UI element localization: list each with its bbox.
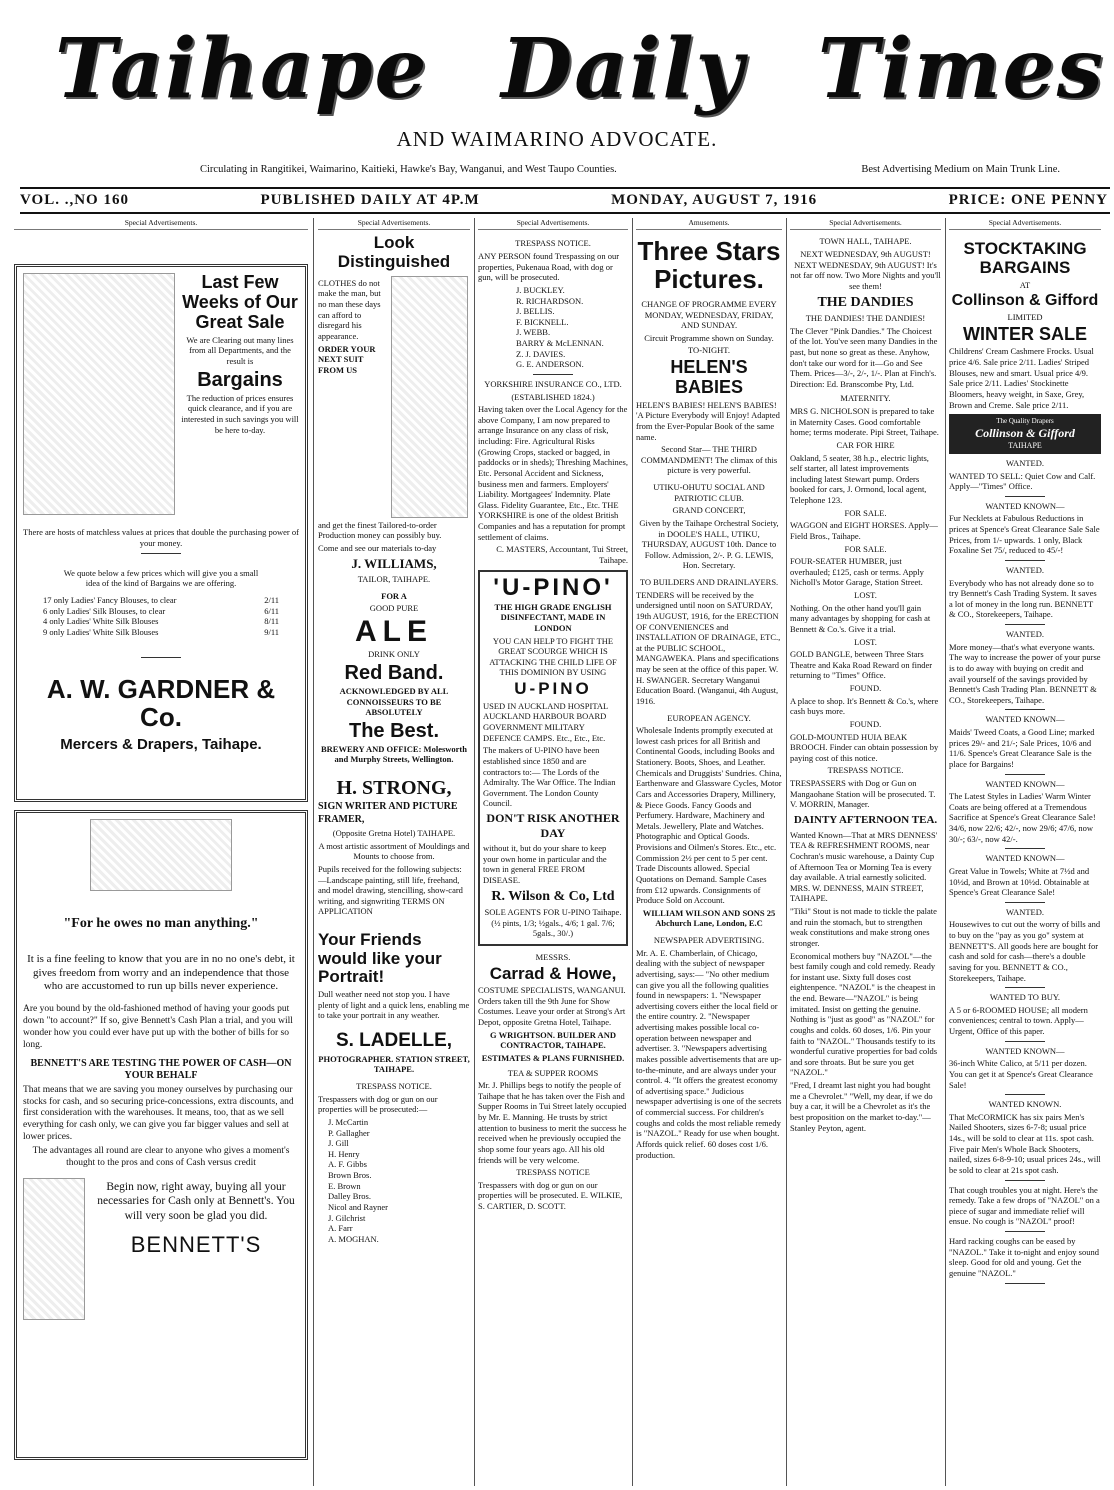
trespass-text: ANY PERSON found Trespassing on our properties, Pukenaua Road, with dog or gun, will be prosecuted.	[478, 251, 620, 283]
insurance-heading: YORKSHIRE INSURANCE CO., LTD.	[484, 378, 622, 389]
subtitle: AND WAIMARINO ADVOCATE.	[396, 127, 718, 151]
upino-used-in: USED IN AUCKLAND HOSPITAL AUCKLAND HARBOUR BOARD GOVERNMENT MILITARY DEFENCE CAMPS. Etc., Etc., Etc.	[483, 700, 608, 743]
separator	[1005, 848, 1045, 849]
afternoon-tea-heading: DAINTY AFTERNOON TEA.	[793, 813, 938, 826]
ale-for: FOR A	[381, 590, 407, 601]
circulation-line	[200, 164, 1060, 175]
price-row	[43, 627, 279, 638]
concert-text: Given by the Taihape Orchestral Society, in DOOLE'S HALL, UTIKU, THURSDAY, AUGUST 10th. Dance to Follow. Admission, 2/-. P. G. LEWIS, Hon. Secretary.	[639, 517, 779, 571]
williams-subtitle: TAILOR, TAIHAPE.	[357, 573, 431, 584]
trespass-name: Brown Bros.	[328, 1170, 372, 1181]
programme-text: CHANGE OF PROGRAMME EVERY MONDAY, WEDNESDAY, FRIDAY, AND SUNDAY.	[641, 298, 777, 331]
price: PRICE: ONE PENNY	[948, 192, 1108, 208]
trespass-name: J. BUCKLEY.	[516, 284, 565, 295]
gold-bangle-text: GOLD BANGLE, between Three Stars Theatre and Kaka Road Reward on finder returning to "Times" Office.	[790, 649, 933, 681]
bargains-heading: Bargains	[197, 368, 283, 391]
newspaper-advertising-text: Mr. A. E. Chamberlain, of Chicago, dealing with the subject of newspaper advertising, says:— "No other medium can give you all the following qualities found in newspapers: 1. "Newspaper advertising covers either the local field or the entire country. 2. "Newspaper advertising makes possible local co-operation between newspaper and advertiser. 3. "Newspapers advertising makes possible advertisements that are up-to-the-minute, and are always under your control. 4. "It offers the greatest economy of advertising space." Judicious newspaper advertising is one of the secrets of commercial success. For children's coughs and colds the most reliable remedy is "NAZOL." Ready for use when bought. Affords quick relief. 60 doses cost 1/6. production.	[636, 947, 782, 1160]
separator	[1005, 560, 1045, 561]
bennett-quote: "For he owes no man anything."	[63, 916, 259, 932]
winter-sale-heading: WINTER SALE	[963, 323, 1087, 344]
trespass-name: J. BELLIS.	[516, 306, 555, 317]
tenders-text: TENDERS will be received by the undersigned until noon on SATURDAY, 19th AUGUST, 1916, for the ERECTION OF CONVENIENCES and INSTALLATION OF DRAINAGE, ETC., at the PUBLIC SCHOOL, MANGAWEKA. Plans and specifications may be seen at the office of this paper. W. H. SWANGER. Secretary Wanganui Education Board. (Wanganui, 4th August, 1916.	[636, 589, 781, 706]
wanted-text: WANTED TO SELL: Quiet Cow and Calf. Apply—"Times" Office.	[949, 470, 1096, 492]
trespass-name: G. E. ANDERSON.	[516, 359, 584, 370]
trespass-name: H. Henry	[328, 1148, 360, 1159]
column-heading: Special Advertisements.	[790, 218, 941, 230]
found-heading: FOUND.	[849, 683, 882, 693]
separator	[1005, 902, 1045, 903]
maternity-heading: MATERNITY.	[840, 393, 891, 404]
wanted-text: Everybody who has not already done so to try Bennett's Cash Trading System. It saves a lot of money in the long run. BENNETT & CO., Storekeepers, Taihape.	[949, 577, 1097, 620]
upino-subheading: THE HIGH GRADE ENGLISH DISINFECTANT, MADE IN LONDON	[494, 601, 612, 633]
firm-subtitle: Mercers & Drapers, Taihape.	[60, 735, 262, 753]
dandies-intro: NEXT WEDNESDAY, 9th AUGUST! NEXT WEDNESDAY, 9th AUGUST! It's not far off now. Two More Nights and you'll see them!	[790, 249, 941, 291]
wanted-list	[949, 458, 1101, 1284]
price-value: 6/11	[264, 605, 279, 616]
found-heading-2: FOUND.	[849, 718, 882, 729]
separator	[1005, 987, 1045, 988]
wanted-heading: WANTED KNOWN—	[985, 853, 1065, 864]
dandies-heading: THE DANDIES	[817, 294, 914, 310]
pupils-text: Pupils received for the following subjects:—Landscape painting, still life, freehand, and model drawing, stencilling, show-card writing, and signwriting TERMS ON APPLICATION	[318, 863, 463, 917]
strong-subheading: SIGN WRITER AND PICTURE FRAMER,	[318, 801, 458, 825]
column-heading: Special Advertisements.	[318, 218, 470, 230]
wanted-text: That McCORMICK has six pairs Men's Nailed Shooters, sizes 6-7-8; usual price 14s., will be sold to clear at 11s. spot cash. Five pair Men's Whole Back Shooters, nailed, sizes 6-8-9-10; usual prices 24s., will be sold to clear at 21s spot cash.	[949, 1111, 1101, 1175]
afternoon-tea-text: Wanted Known—That at MRS DENNESS' TEA & REFRESHMENT ROOMS, near Cochran's music warehouse, a Dainty Cup of Afternoon Tea or Morning Tea is every day available. A trial earnestly solicited. MRS. W. DENNESS, MAIN STREET, TAIHAPE.	[790, 829, 938, 904]
circuit-text: Circuit Programme shown on Sunday.	[644, 332, 774, 343]
sale-text: We are Clearing out many lines from all Departments, and the result is	[186, 334, 294, 367]
prices-intro: We quote below a few prices which will give you a small idea of the kind of Bargains we are offering.	[63, 567, 259, 589]
upino-help-text: YOU CAN HELP TO FIGHT THE GREAT SCOURGE WHICH IS ATTACKING THE CHILD LIFE OF THIS DOMINION BY USING	[489, 635, 617, 678]
pointing-hand-illustration	[23, 1178, 85, 1320]
humber-text: FOUR-SEATER HUMBER, just overhauled; £125, cash or terms. Apply Nicholl's Motor Garage, Station Street.	[790, 556, 924, 588]
huia-brooch-text: GOLD-MOUNTED HUIA BEAK BROOCH. Finder can obtain possession by paying cost of this notice.	[790, 731, 939, 763]
price-row	[43, 606, 279, 617]
logo-name: Collinson & Gifford	[975, 425, 1075, 440]
column-divider	[945, 218, 946, 1486]
club-heading: UTIKU-OHUTU SOCIAL AND PATRIOTIC CLUB.	[653, 482, 765, 503]
trespass-name: Dalley Bros.	[328, 1191, 371, 1202]
price-row	[43, 616, 279, 627]
insurance-established: (ESTABLISHED 1824.)	[511, 391, 595, 402]
connoisseurs-text: ACKNOWLEDGED BY ALL CONNOISSEURS TO BE ABSOLUTELY	[339, 685, 449, 718]
wanted-text: A 5 or 6-ROOMED HOUSE; all modern conveniences; central to town. Apply—Urgent, Office of this paper.	[949, 1004, 1088, 1037]
column-wanted	[949, 218, 1101, 1486]
upino-advert	[478, 570, 628, 946]
wanted-heading: WANTED KNOWN—	[985, 778, 1065, 789]
portrait-heading: Your Friends would like your Portrait!	[318, 930, 442, 987]
column-heading: Amusements.	[636, 218, 782, 230]
limited-text: LIMITED	[1007, 311, 1043, 322]
separator	[1005, 496, 1045, 497]
red-band-heading: Red Band.	[344, 661, 444, 684]
wanted-heading: WANTED KNOWN—	[985, 1045, 1065, 1056]
at-text: AT	[1019, 279, 1031, 290]
separator	[1005, 1180, 1045, 1181]
collinson-logo	[949, 414, 1101, 454]
trespass-heading: TRESPASS NOTICE.	[356, 1081, 432, 1092]
logo-tagline: The Quality Drapers	[996, 417, 1054, 426]
wanted-text: 36-inch White Calico, at 5/11 per dozen. You can get it at Spence's Great Clearance Sale!	[949, 1058, 1093, 1090]
wanted-heading: WANTED KNOWN—	[985, 500, 1065, 511]
trespass-name: J. McCartin	[328, 1116, 369, 1127]
column-divider	[313, 218, 314, 1486]
wrightson-text: G WRIGHTSON. BUILDER AND CONTRACTOR, TAIHAPE.	[490, 1029, 616, 1051]
wanted-text: Fur Necklets at Fabulous Reductions in prices at Spence's Great Clearance Sale Sale Prices, from 1/- upwards. 1 only, Black Foxaline Set 75/, reduced to 45/-!	[949, 513, 1100, 556]
separator	[1005, 709, 1045, 710]
price-row	[43, 595, 279, 606]
wanted-heading: WANTED.	[1005, 564, 1044, 575]
trespass-name: A. Farr	[328, 1223, 353, 1234]
helens-babies-text: HELEN'S BABIES! HELEN'S BABIES! 'A Picture Everybody will Enjoy! Adapted from the Ever-Popular Book of the same name.	[636, 399, 780, 442]
trespass-name: J. Gill	[328, 1138, 349, 1149]
car-hire-heading: CAR FOR HIRE	[836, 439, 895, 450]
column-divider	[474, 218, 475, 1486]
masthead-word-taihape: Taihape	[55, 21, 429, 117]
price-value: 9/11	[264, 626, 279, 637]
trespass-notice-heading: TRESPASS NOTICE	[516, 1167, 590, 1178]
dandies-repeat: THE DANDIES! THE DANDIES!	[805, 313, 926, 323]
masthead	[55, 15, 1105, 123]
column-insurance-upino	[478, 218, 628, 1486]
wanted-heading: WANTED KNOWN—	[985, 714, 1065, 725]
values-text: There are hosts of matchless values at prices that double the purchasing power of your money.	[23, 527, 299, 548]
bennett-advantages: The advantages all round are clear to anyone who gives a moment's thought to the pros and cons of Cash versus credit	[32, 1146, 290, 1168]
wanted-text: Maids' Tweed Coats, a Good Line; marked prices 29/- and 21/-; Sale Prices, 10/6 and 11/6. Spence's Great Clearance Sale is the place for Bargains!	[949, 727, 1095, 769]
price-value: 8/11	[264, 616, 279, 627]
three-stars-heading: Three Stars Pictures.	[637, 236, 781, 294]
wanted-text: Hard racking coughs can be eased by "NAZOL." Take it to-night and enjoy sound sleep. Good for old and young. Get the genuine "NAZOL."	[949, 1236, 1099, 1278]
date-rule	[20, 212, 1110, 214]
maternity-text: MRS G. NICHOLSON is prepared to take in Maternity Cases. Good comfortable home; terms moderate. Pipi Street, Taihape.	[790, 406, 939, 438]
lost-heading-2: LOST.	[854, 636, 877, 647]
bennett-name: BENNETT'S	[130, 1231, 262, 1257]
tailored-text: and get the finest Tailored-to-order Production money can possibly buy.	[318, 519, 442, 541]
trespass-notice-text: Trespassers with dog or gun on our properties will be prosecuted. E. WILKIE, S. CARTIER, D. SCOTT.	[478, 1179, 623, 1212]
upino-share-text: without it, but do your share to keep your own home in particular and the town in general FREE FROM DISEASE.	[483, 843, 607, 885]
wanted-heading: WANTED TO BUY.	[989, 992, 1061, 1003]
nazol-text: Economical mothers buy "NAZOL"—the best family cough and cold remedy. Ready for instant use. Sixty full doses cost eightenpence. "NAZOL" is the cheapest in the end. Beware—"NAZOL" is being imitated. Insist on getting the genuine. Nothing is "just as good" as "NAZOL" for coughs and colds. 60 doses, 1/6. Pin your faith to "NAZOL." Thousands testify to its wonderful curative properties for bad colds and sore throats. But be sure you get "NAZOL."	[790, 950, 938, 1078]
column-heading: Special Advertisements.	[478, 218, 628, 230]
found-shop-text: A place to shop. It's Bennett & Co.'s, where cash buys more.	[790, 695, 939, 717]
blouse-illustration	[23, 273, 175, 515]
drink-only: DRINK ONLY	[368, 649, 420, 660]
estimates-text: ESTIMATES & PLANS FURNISHED.	[481, 1052, 625, 1063]
upino-agents: SOLE AGENTS FOR U-PINO Taihape. (½ pints, 1/3; ½gals., 4/6; 1 gal. 7/6; 5gals., 30/.)	[484, 907, 622, 939]
top-rule	[20, 187, 1110, 189]
separator	[1005, 1231, 1045, 1232]
trespass-text: Trespassers with dog or gun on our properties will be prosecuted:—	[318, 1093, 438, 1115]
williams-name: J. WILLIAMS,	[351, 555, 437, 571]
trespass-name: Z. J. DAVIES.	[516, 348, 566, 359]
bennett-means: That means that we are saving you money ourselves by purchasing our stocks for cash, and so securing price-concessions, extra discounts, and first consideration with the warehouses. It means, too, that as we sell everything for cash only, we can give you far bigger values and sell at lower prices.	[23, 1084, 294, 1143]
trespass-name: F. BICKNELL.	[516, 316, 569, 327]
chevrolet-text: "Fred, I dreamt last night you had bought me a Chevrolet." "Well, my dear, if we do buy a car, it will be a Chevrolet as it's the best proposition on the market to-day."—Stanley Peyton, agent.	[790, 1080, 933, 1133]
trespass-name: BARRY & McLENNAN.	[516, 338, 604, 348]
dandies-text: The Clever "Pink Dandies." The Choicest of the lot. You've seen many Dandies in the past, but none so great as these. Anyhow, don't take our word for it—Go and See Them. Prices—3/-, 2/-, 1/-. Plan at Finch's. Direction: Ed. Branscombe Pty, Ltd.	[790, 325, 938, 389]
price-item: 6 only Ladies' Silk Blouses, to clear	[43, 605, 166, 616]
look-distinguished-heading: Look Distinguished	[337, 233, 451, 272]
wilson-heading: R. Wilson & Co, Ltd	[491, 888, 615, 904]
mouldings-text: A most artistic assortment of Mouldings and Mounts to choose from.	[318, 840, 470, 862]
column-williams-strong	[318, 218, 470, 1486]
dateline	[20, 192, 1108, 209]
winter-sale-text: Childrens' Cream Cashmere Frocks. Usual price 4/6. Sale price 2/11. Ladies' Striped Blouses, new and smart. Usual price 4/9. Sale price 2/11. Ladies' Stockinette Bloomers, heavy weight, in Saxe, Grey, Brown and Creme. Sale price 2/11.	[949, 346, 1094, 410]
insurance-text: Having taken over the Local Agency for the above Company, I am now prepared to arrange Insurance on any class of risk, including: Fire. Agricultural Risks (Growing Crops, stacked or bagged, in paddocks or in sheds); Threshing Machines, Etc. Personal Accident and Sickness, business men and farmers. Employers' Liability. Mortgagees' Indemnity. Plate Glass. Fidelity Guarantee, Etc., Etc. THE YORKSHIRE is one of the oldest British Companies and has a reputation for prompt settlement of claims.	[478, 404, 628, 542]
town-hall-heading: TOWN HALL, TAIHAPE.	[819, 236, 912, 247]
column-heading: Special Advertisements.	[14, 218, 308, 230]
issue-date: MONDAY, AUGUST 7, 1916	[611, 192, 818, 208]
trespass-name: Nicol and Rayner	[328, 1201, 388, 1212]
wanted-heading: WANTED.	[1005, 906, 1044, 917]
clothes-text: CLOTHES do not make the man, but no man these days can afford to disregard his appearance.	[318, 277, 381, 341]
column-gardner-bennett	[14, 218, 308, 1486]
strong-address: (Opposite Gretna Hotel) TAIHAPE.	[332, 828, 456, 838]
trespass-name: E. Brown	[328, 1180, 361, 1191]
bennett-call-to-action: Begin now, right away, buying all your necessaries for Cash only at Bennett's. You will very soon be glad you did.	[97, 1180, 295, 1222]
separator	[141, 657, 181, 658]
tonight-text: TO-NIGHT.	[688, 345, 730, 356]
people-illustration	[90, 819, 232, 891]
tea-rooms-text: Mr. J. Phillips begs to notify the people of Taihape that he has taken over the Fish and Supper Rooms in Tui Street lately occupied by Mr. E. Manning. He trusts by strict attention to business to merit the success he received when he previously occupied the shop some four years ago. All his old friends will be very welcome.	[478, 1080, 627, 1165]
ladelle-heading: S. LADELLE,	[335, 1029, 453, 1051]
masthead-word-daily: Daily	[501, 21, 746, 117]
sale-heading: Last Few Weeks of Our Great Sale	[182, 272, 298, 332]
trespass-heading: TRESPASS NOTICE.	[827, 765, 904, 776]
trespass-name: A. MOGHAN.	[328, 1233, 379, 1244]
bennett-advert	[14, 810, 308, 1460]
price-item: 4 only Ladies' White Silk Blouses	[43, 616, 159, 627]
carrad-howe-heading: Carrad & Howe,	[489, 963, 617, 983]
waggon-text: WAGGON and EIGHT HORSES. Apply—Field Bros., Taihape.	[790, 520, 938, 541]
costume-text: COSTUME SPECIALISTS, WANGANUI. Orders taken till the 9th June for Show Costumes. Leave your order at Strong's Art Depot, opposite Gretna Hotel, Taihape.	[478, 985, 626, 1028]
materials-text: Come and see our materials to-day	[318, 543, 437, 553]
wanted-text: Great Value in Towels; White at 7½d and 10½d, and Brown at 10½d. Obtainable at Spence's Great Clearance Sale!	[949, 865, 1090, 898]
helens-babies-heading: HELEN'S BABIES	[670, 357, 748, 397]
separator	[1005, 624, 1045, 625]
firm-name: A. W. GARDNER & Co.	[46, 674, 276, 732]
collinson-heading: Collinson & Gifford	[951, 292, 1099, 310]
wanted-text: More money—that's what everyone wants. The way to increase the power of your purse is to do away with buying on credit and avail yourself of the savings provided by Bennett's Cash Trading Plan. BENNETT & CO., Storekeepers, Taihape.	[949, 641, 1101, 705]
trespass-heading: TRESPASS NOTICE.	[515, 238, 591, 249]
lost-heading: LOST.	[854, 590, 877, 600]
wanted-heading: WANTED KNOWN.	[988, 1099, 1062, 1110]
ale-heading: ALE	[355, 614, 433, 648]
separator	[1005, 774, 1045, 775]
bennett-text: It is a fine feeling to know that you are in no no one's debt, it gives freedom from worry and an independence that those who are accustomed to run up bills never experience.	[27, 952, 295, 993]
european-agency-heading: EUROPEAN AGENCY.	[667, 712, 751, 723]
separator	[1005, 1094, 1045, 1095]
gardner-advert	[14, 264, 308, 802]
insurance-signature: C. MASTERS, Accountant, Tui Street, Taihape.	[496, 544, 628, 565]
builders-heading: TO BUILDERS AND DRAINLAYERS.	[639, 577, 779, 588]
trespass-name: R. RICHARDSON.	[516, 295, 584, 306]
mangaohane-text: TRESPASSERS with Dog or Gun on Mangaohane Station will be prosecuted. T. V. MORRIN, Manager.	[790, 778, 936, 810]
for-sale-heading-2: FOR SALE.	[844, 543, 887, 554]
circulation-text: Circulating in Rangitikei, Waimarino, Kaitieki, Hawke's Bay, Wanganui, and West Taupo Counties.	[200, 164, 617, 175]
trespass-name: J. WEBB.	[516, 327, 551, 338]
reduction-text: The reduction of prices ensures quick clearance, and if you are interested in such savings you will be here to-day.	[181, 392, 299, 435]
stocktaking-heading: STOCKTAKING BARGAINS	[963, 239, 1087, 278]
newspaper-advertising-heading: NEWSPAPER ADVERTISING.	[653, 935, 765, 946]
dont-risk-heading: DON'T RISK ANOTHER DAY	[486, 811, 620, 840]
concert-heading: GRAND CONCERT,	[672, 505, 746, 516]
published-notice: PUBLISHED DAILY AT 4P.M	[260, 192, 480, 208]
best-medium-text: Best Advertising Medium on Main Trunk Line.	[861, 164, 1060, 175]
wilson-sons-text: WILLIAM WILSON AND SONS 25 Abchurch Lane, London, E.C	[642, 907, 776, 929]
the-best-heading: The Best.	[348, 719, 440, 742]
trespass-name: A. F. Gibbs	[328, 1159, 367, 1170]
photographer-text: PHOTOGRAPHER. STATION STREET, TAIHAPE.	[318, 1053, 470, 1075]
ale-good: GOOD PURE	[369, 603, 419, 614]
column-heading: Special Advertisements.	[949, 218, 1101, 230]
messrs-text: MESSRS.	[535, 951, 571, 962]
masthead-word-times: Times	[817, 21, 1105, 117]
column-notices	[790, 218, 941, 1486]
trespass-name: J. Gilchrist	[328, 1212, 366, 1223]
weather-text: Dull weather need not stop you. I have plenty of light and a quick lens, enabling me to take your portrait in any weather.	[318, 989, 470, 1021]
separator	[141, 553, 181, 554]
logo-town: TAIHAPE	[1008, 440, 1042, 450]
lost-nothing-text: Nothing. On the other hand you'll gain many advantages by shopping for cash at Bennett & Co.'s. Give it a trial.	[790, 602, 931, 634]
volume-number: VOL. .,NO 160	[20, 192, 129, 208]
separator	[1005, 1283, 1045, 1284]
car-hire-text: Oakland, 5 seater, 38 h.p., electric lights, self starter, all latest improvements including latest Stewart pump. Orders booked for cars, J. Ormond, local agent, Telephone 123.	[790, 452, 929, 505]
price-item: 9 only Ladies' White Silk Blouses	[43, 626, 159, 637]
wanted-text: That cough troubles you at night. Here's the remedy. Take a few drops of "NAZOL" on a piece of sugar and immediate relief will ensue. No cough is "NAZOL" proof!	[949, 1184, 1100, 1227]
strong-heading: H. STRONG,	[336, 777, 452, 799]
brewery-text: BREWERY AND OFFICE: Molesworth and Murphy Streets, Wellington.	[320, 743, 467, 765]
column-divider	[632, 218, 633, 1486]
for-sale-heading: FOR SALE.	[844, 507, 887, 518]
upino-heading: 'U-PINO'	[493, 573, 613, 601]
column-amusements	[636, 218, 782, 1486]
column-divider	[786, 218, 787, 1486]
separator	[533, 374, 573, 375]
european-agency-text: Wholesale Indents promptly executed at lowest cash prices for all British and Continental Goods, including Books and Stationery. Boots, Shoes, and Leather. Chemicals and Druggists' Sundries. China, Earthenware and Glassware Cycles, Motor Cars and Accessories Drapery, Millinery, & Piece Goods. Fancy Goods and Perfumery. Hardware, Machinery and Metals. Jewellery, Plate and Watches. Photographic and Optical Goods. Provisions and Oilmen's Stores. Etc., etc. Commission 2½ per cent to 5 per cent. Trade Discounts allowed. Special Quotations on Demand. Sample Cases from £12 upwards. Consignments of Produce Sold on Account.	[636, 725, 782, 906]
tea-rooms-heading: TEA & SUPPER ROOMS	[507, 1067, 599, 1078]
wanted-heading: WANTED.	[1005, 629, 1044, 640]
tiki-stout-text: "Tiki" Stout is not made to tickle the palate and ruin the stomach, but to strengthen weak constitutions and make strong ones stronger.	[790, 906, 937, 948]
wanted-text: The Latest Styles in Ladies' Warm Winter Coats are being offered at a Tremendous Sacrifice at Spence's Great Clearance Sale! 34/6, now 22/6; 42/-, now 29/6; 47/6, now 30/-; 63/-, now 42/-.	[949, 791, 1096, 844]
upino-heading-2: U-PINO	[514, 679, 592, 699]
bennett-cash-plan: Are you bound by the old-fashioned method of having your goods put down "to account?" If so, give Bennett's Cash Plan a trial, and you will wonder how you could ever have put up with the bother of bills for so long.	[23, 1004, 293, 1050]
second-star-text: Second Star— THE THIRD COMMANDMENT! The climax of this picture is very powerful.	[640, 444, 778, 476]
trespass-name: P. Gallagher	[328, 1127, 370, 1138]
wanted-text: Housewives to cut out the worry of bills and to buy on the "pay as you go" system at BENNETT'S. All goods here are bought for cash and sold for cash—there's a double saving for you. BENNETT & CO., Storekeepers, Taihape.	[949, 919, 1101, 983]
gentleman-illustration	[391, 276, 468, 518]
order-suit-text: ORDER YOUR NEXT SUIT FROM US	[318, 343, 376, 375]
price-item: 17 only Ladies' Fancy Blouses, to clear	[43, 594, 177, 605]
separator	[1005, 1041, 1045, 1042]
price-value: 2/11	[264, 594, 279, 605]
wanted-heading: WANTED.	[1005, 457, 1044, 468]
upino-makers: The makers of U-PINO have been established since 1850 and are contractors to:— The Lords of the Admiralty. The War Office. The Indian Government. The London County Council.	[483, 745, 616, 809]
bennett-heading: BENNETT'S ARE TESTING THE POWER OF CASH—ON YOUR BEHALF	[30, 1057, 292, 1082]
